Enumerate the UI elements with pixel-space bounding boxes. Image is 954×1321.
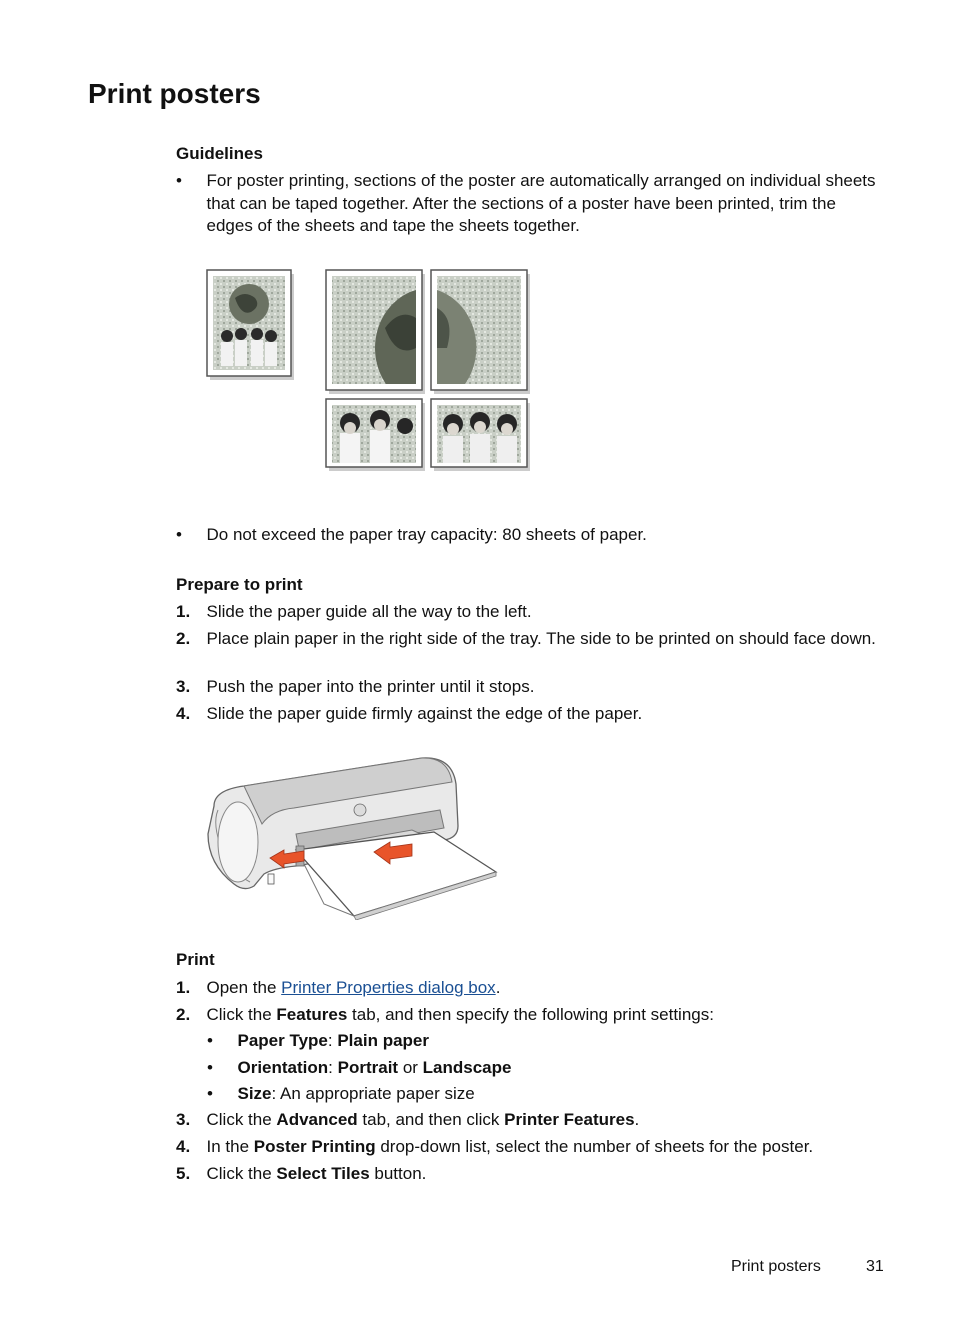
- footer-page-number: 31: [866, 1258, 884, 1275]
- setting-value: Landscape: [422, 1058, 512, 1077]
- step-text: [207, 1163, 887, 1186]
- print-step-1: [176, 977, 886, 1000]
- text-run: Click the: [206, 1164, 277, 1183]
- advanced-term: Advanced: [276, 1110, 358, 1129]
- poster-tiles-illustration: [205, 268, 537, 473]
- prepare-step-2: [176, 628, 886, 651]
- text-run: tab, and then specify the following print settings:: [347, 1005, 714, 1024]
- select-tiles-term: Select Tiles: [276, 1164, 370, 1183]
- prepare-heading: Prepare to print: [176, 575, 303, 594]
- text-run: drop-down list, select the number of sheets for the poster.: [375, 1137, 814, 1156]
- text-run: button.: [369, 1164, 427, 1183]
- step-text: [207, 1109, 887, 1132]
- text-run: : An appropriate paper size: [271, 1084, 475, 1103]
- print-step-5: [176, 1163, 886, 1186]
- bullet-marker: •: [207, 1031, 213, 1050]
- setting-label: Size: [237, 1084, 272, 1103]
- text-run: tab, and then click: [357, 1110, 505, 1129]
- guidelines-bullet-1: [176, 170, 886, 238]
- step-number: 4.: [176, 1137, 191, 1156]
- setting-value: Plain paper: [337, 1031, 429, 1050]
- step-text: Push the paper into the printer until it stops.: [206, 677, 535, 696]
- setting-text: [238, 1083, 888, 1106]
- poster-tile-top-left: [326, 270, 425, 394]
- text-run: :: [328, 1058, 338, 1077]
- bullet-marker: •: [176, 525, 182, 544]
- bullet-marker: •: [207, 1084, 213, 1103]
- hp-logo: [354, 804, 366, 816]
- print-step-4: [176, 1136, 886, 1159]
- setting-value: Portrait: [337, 1058, 399, 1077]
- step-number: 3.: [176, 677, 191, 696]
- poster-tile-bottom-right: [431, 399, 530, 471]
- bullet-marker: •: [207, 1058, 213, 1077]
- poster-tile-top-right: [431, 270, 530, 394]
- text-run: Click the: [206, 1005, 277, 1024]
- print-heading: Print: [176, 950, 215, 969]
- step-number: 4.: [176, 704, 191, 723]
- footer-section-title: Print posters: [731, 1258, 821, 1275]
- text-run: .: [495, 978, 501, 997]
- setting-text: [238, 1057, 888, 1080]
- step-number: 1.: [176, 978, 191, 997]
- step-number: 5.: [176, 1164, 191, 1183]
- poster-printing-term: Poster Printing: [253, 1137, 376, 1156]
- features-term: Features: [276, 1005, 348, 1024]
- setting-label: Orientation: [237, 1058, 329, 1077]
- printer-features-term: Printer Features: [504, 1110, 635, 1129]
- prepare-step-4: [176, 703, 886, 726]
- bullet-text: Do not exceed the paper tray capacity: 80 sheets of paper.: [206, 525, 647, 544]
- setting-size: [207, 1083, 887, 1106]
- prepare-step-1: [176, 601, 886, 624]
- text-run: Open the: [206, 978, 282, 997]
- text-run: or: [398, 1058, 423, 1077]
- bullet-marker: •: [176, 171, 182, 190]
- step-text: Place plain paper in the right side of the tray. The side to be printed on should face down.: [206, 629, 876, 648]
- step-number: 3.: [176, 1110, 191, 1129]
- setting-label: Paper Type: [237, 1031, 328, 1050]
- step-text: [207, 977, 887, 1000]
- setting-text: [238, 1030, 888, 1053]
- bullet-text: For poster printing, sections of the poster are automatically arranged on individual sheets that can be taped together. After the sections of a poster have been printed, trim the edges of the sheets and tape the sheets together.: [206, 171, 876, 235]
- step-number: 1.: [176, 602, 191, 621]
- step-text: [207, 1004, 887, 1027]
- page-title: Print posters: [88, 78, 261, 109]
- step-text: Slide the paper guide firmly against the edge of the paper.: [206, 704, 643, 723]
- step-text: [207, 1136, 887, 1159]
- text-run: :: [327, 1031, 338, 1050]
- print-step-2: [176, 1004, 886, 1027]
- original-poster-image: [207, 270, 294, 380]
- step-number: 2.: [176, 1005, 191, 1024]
- setting-paper-type: [207, 1030, 887, 1053]
- text-run: .: [634, 1110, 640, 1129]
- printer-properties-link[interactable]: Printer Properties dialog box: [281, 978, 496, 997]
- guidelines-heading: Guidelines: [176, 144, 263, 163]
- prepare-step-3: [176, 676, 886, 699]
- text-run: In the: [206, 1137, 254, 1156]
- text-run: Click the: [206, 1110, 277, 1129]
- print-step-3: [176, 1109, 886, 1132]
- printer-loading-illustration: [204, 754, 500, 920]
- step-text: Slide the paper guide all the way to the left.: [206, 602, 532, 621]
- guidelines-bullet-2: [176, 524, 886, 547]
- step-number: 2.: [176, 629, 191, 648]
- setting-orientation: [207, 1057, 887, 1080]
- poster-tile-bottom-left: [326, 399, 425, 471]
